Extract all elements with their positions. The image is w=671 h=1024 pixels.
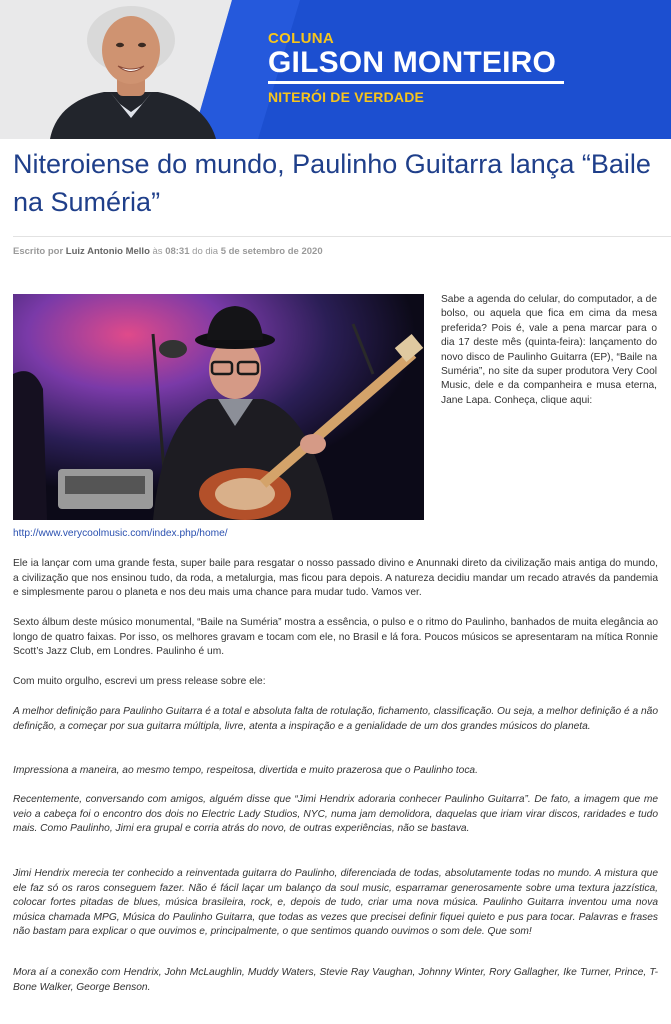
article-intro: Sabe a agenda do celular, do computador, a de bolso, ou aquela que fica em cima da mesa preferida? Pois é, vale a pena marcar para o dia 17 deste mês (quinta-feira): lançamento do novo disco de Paulinho Guitarra (EP), “Baile na Suméria”, no site da super produtora Very Cool Music, dele e da companheira e musa eterna, Jane Lapa. Conheça, clique aqui: <box>441 294 657 406</box>
byline-date-prefix: do dia <box>192 246 219 257</box>
column-banner <box>0 0 671 139</box>
brand-subtitle: NITERÓI DE VERDADE <box>268 89 425 105</box>
byline-date: 5 de setembro de 2020 <box>220 246 323 257</box>
verycoolmusic-link[interactable]: http://www.verycoolmusic.com/index.php/home/ <box>13 528 228 539</box>
article-title: Niteroiense do mundo, Paulinho Guitarra lança “Baile na Suméria” <box>13 149 651 217</box>
article-photo <box>13 294 424 520</box>
column-brand[interactable] <box>268 30 564 105</box>
byline-time-prefix: às <box>152 246 163 257</box>
paragraph-3: Com muito orgulho, escrevi um press release sobre ele: <box>13 676 266 687</box>
brand-underline <box>268 81 564 84</box>
brand-kicker: COLUNA <box>268 30 334 47</box>
title-divider <box>13 236 671 237</box>
brand-name: GILSON MONTEIRO <box>268 46 556 79</box>
byline-prefix: Escrito por <box>13 246 64 257</box>
press-release-paragraph-1: A melhor definição para Paulinho Guitarra é a total e absoluta falta de rotulação, fichamento, classificação. Ou seja, a melhor definição é a não definição, a começar por sua guitarra múltipla, livre, atenta a inspiração e a genialidade de um dos grandes músicos do planeta. <box>13 706 658 732</box>
paragraph-2: Sexto álbum deste músico monumental, “Baile na Suméria” mostra a essência, o pulso e o ritmo do Paulinho, banhados de muita elegância ao longo de quatro faixas. Por isso, os melhores gravam e tocam com ele, no Brasil e lá fora. Poucos músicos se apresentaram na mítica Ronnie Scott’s Jazz Club, em Londres. Paulinho é um. <box>13 617 658 658</box>
portrait-face <box>102 16 160 84</box>
press-release-paragraph-3: Recentemente, conversando com amigos, alguém disse que “Jimi Hendrix adoraria conhecer Paulinho Guitarra”. De fato, a imagem que me veio a cabeça foi o encontro dos dois no Electric Lady Studios, NYC, numa jam demolidora, daquelas que iriam virar discos, raridades e tudo mais. Como Paulinho, Jimi era grupal e corria atrás do novo, de outras experiências, não se bastava. <box>13 794 658 835</box>
byline <box>13 246 323 257</box>
paragraph-1: Ele ia lançar com uma grande festa, super baile para resgatar o nosso passado divino e Anunnaki direto da civilização mais antiga do mundo, a civilização que nos ensinou tudo, da roda, a metalurgia, mas ficou para depois. A natureza decidiu mandar um recado através da pandemia e simplesmente parou o planeta e nos deu mais uma chance para mudar tudo. Vamos ver. <box>13 558 658 599</box>
press-release-paragraph-4: Jimi Hendrix merecia ter conhecido a reinventada guitarra do Paulinho, diferenciada de todas, absolutamente todas no mundo. A mistura que ele faz só os raros conseguem fazer. Não é fácil laçar um balanço da soul music, esparramar generosamente sobre uma textura jazzística, colocar fortes pitadas de blues, música brasileira, rock, e, depois de tudo, criar uma nova música. Paulinho Guitarra inventou uma nova música chamada MPG, Música do Paulinho Guitarra, que todas as vezes que precisei definir fiquei quieto e pus para tocar. Palavras e frases não bastam para explicar o que ouvimos e, principalmente, o que sentimos quando ouvimos o som dele. Que som! <box>13 868 658 938</box>
columnist-portrait <box>42 0 220 139</box>
byline-time: 08:31 <box>165 246 190 257</box>
byline-author[interactable]: Luiz Antonio Mello <box>65 246 150 257</box>
press-release-paragraph-5: Mora aí a conexão com Hendrix, John McLaughlin, Muddy Waters, Stevie Ray Vaughan, Johnny Winter, Rory Gallagher, Ike Turner, Prince, T-Bone Walker, George Benson. <box>13 967 658 993</box>
press-release-paragraph-2: Impressiona a maneira, ao mesmo tempo, respeitosa, divertida e muito prazerosa que o Paulinho toca. <box>13 765 478 776</box>
